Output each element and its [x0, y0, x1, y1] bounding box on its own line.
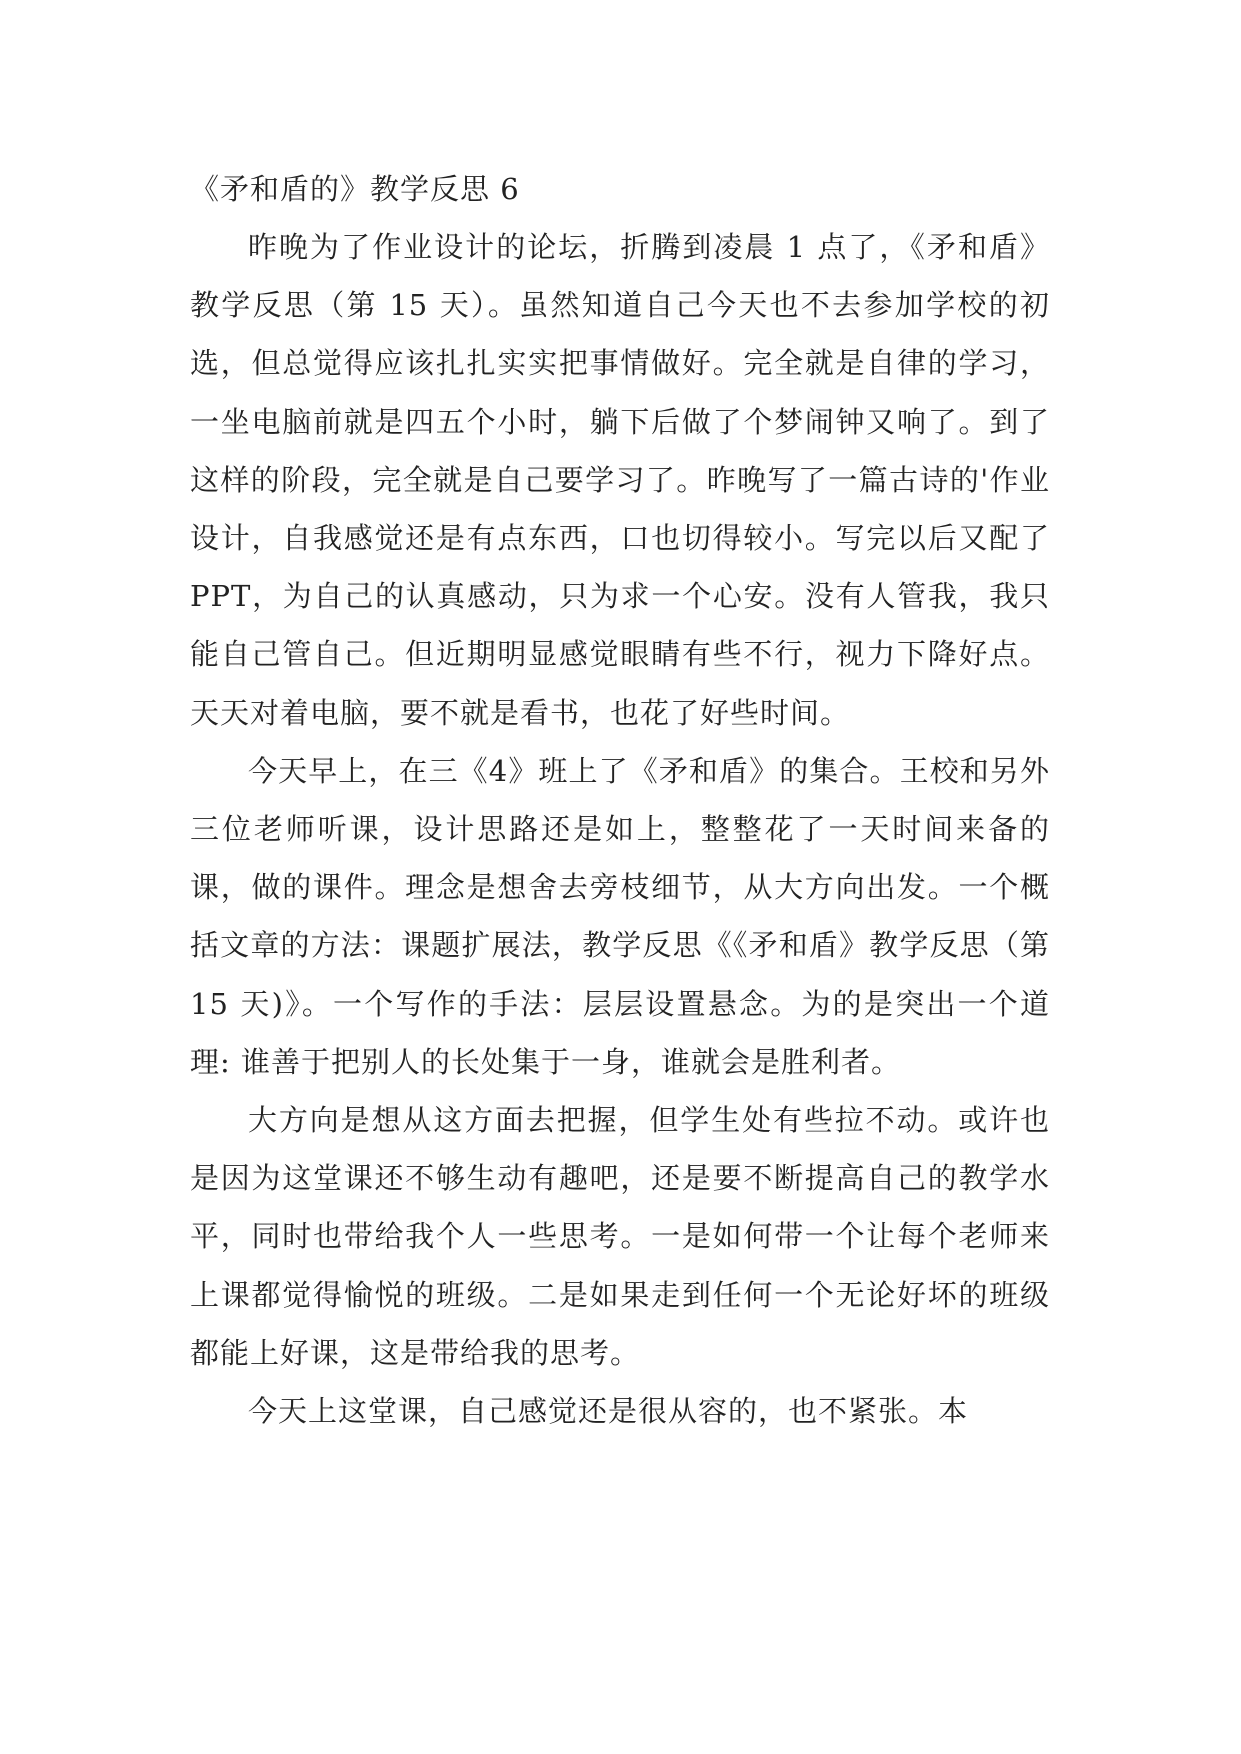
paragraph-4: 今天上这堂课，自己感觉还是很从容的，也不紧张。本	[248, 1394, 969, 1429]
paragraph-1: 昨晚为了作业设计的论坛，折腾到凌晨 1 点了，《矛和盾》教学反思（第 15 天）。虽然知道自己今天也不去参加学校的初选，但总觉得应该扎扎实实把事情做好。完全就是自律的学习，一坐电脑前就是四五个小时，躺下后做了个梦闹钟又响了。到了这样的阶段，完全就是自己要学习了。昨晚写了一篇古诗的'作业设计，自我感觉还是有点东西，口也切得较小。写完以后又配了 PPT，为自己的认真感动，只为求一个心安。没有人管我，我只能自己管自己。但近期明显感觉眼睛有些不行，视力下降好点。天天对着电脑，要不就是看书，也花了好些时间。	[190, 230, 1050, 730]
paragraph-2: 今天早上，在三《4》班上了《矛和盾》的集合。王校和另外三位老师听课，设计思路还是如上，整整花了一天时间来备的课，做的课件。理念是想舍去旁枝细节，从大方向出发。一个概括文章的方法：课题扩展法，教学反思《《矛和盾》教学反思（第 15 天)》。一个写作的手法：层层设置悬念。为的是突出一个道理: 谁善于把别人的长处集于一身，谁就会是胜利者。	[190, 753, 1050, 1079]
paragraph-3: 大方向是想从这方面去把握，但学生处有些拉不动。或许也是因为这堂课还不够生动有趣吧，还是要不断提高自己的教学水平，同时也带给我个人一些思考。一是如何带一个让每个老师来上课都觉得愉悦的班级。二是如果走到任何一个无论好坏的班级都能上好课，这是带给我的思考。	[190, 1103, 1050, 1370]
document-body	[190, 160, 1050, 1440]
document-title: 《矛和盾的》教学反思 6	[190, 172, 520, 206]
